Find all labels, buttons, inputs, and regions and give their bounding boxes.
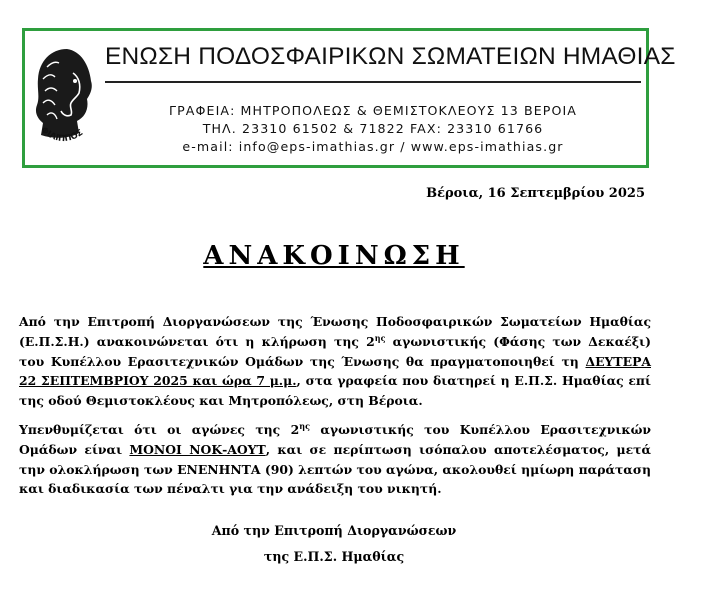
organization-name: ΕΝΩΣΗ ΠΟΔΟΣΦΑΙΡΙΚΩΝ ΣΩΜΑΤΕΙΩΝ ΗΜΑΘΙΑΣ [105,43,676,70]
knockout-only: ΜΟΝΟΙ ΝΟΚ-ΑΟΥΤ [129,441,266,457]
phone-fax: ΤΗΛ. 23310 61502 & 71822 FAX: 23310 61766 [202,121,544,136]
paragraph-draw-info: Από την Επιτροπή Διοργανώσεων της Ένωσης Ποδοσφαιρικών Σωματείων Ημαθίας (Ε.Π.Σ.Η.) ανακοινώνεται ότι η κλήρωση της $2^{\eta\varsigma}$ αγωνιστικής (Φάσης των Δεκαέξι) του Κυπέλλου Ερασιτεχνικών Ομάδων της Ένωσης θα πραγματοποιηθεί τη ΔΕΥΤΕΡΑ 22 ΣΕΠΤΕΜΒΡΙΟΥ 2025 και ώρα 7 μ.μ., στα γραφεία που διατηρεί η Ε.Π.Σ. Ημαθίας επί της οδού Θεμιστοκλέους και Μητροπόλεως, στη Βέροια. [19,314,651,409]
signature-line-1: Από την Επιτροπή Διοργανώσεων [211,523,457,538]
letterhead-divider [105,81,641,83]
logo-caption: ΦΙΛΙΠΠΟΣ [38,125,86,145]
draw-datetime: ΔΕΥΤΕΡΑ 22 ΣΕΠΤΕΜΒΡΙΟΥ 2025 και ώρα 7 μ.μ. [19,353,651,389]
email-website: e-mail: info@eps-imathias.gr / www.eps-imathias.gr [182,139,564,154]
office-address: ΓΡΑΦΕΙΑ: ΜΗΤΡΟΠΟΛΕΩΣ & ΘΕΜΙΣΤΟΚΛΕΟΥΣ 13 ΒΕΡΟΙΑ [168,103,578,118]
philip-head-emblem-icon [29,43,99,155]
page-title: ΑΝΑΚΟΙΝΩΣΗ [203,241,465,271]
paragraph-knockout-rules: Υπενθυμίζεται ότι οι αγώνες της $2^{\eta\varsigma}$ αγωνιστικής του Κυπέλλου Ερασιτεχνικών Ομάδων είναι ΜΟΝΟΙ ΝΟΚ-ΑΟΥΤ, και σε περίπτωση ισόπαλου αποτελέσματος, μετά την ολοκλήρωση των ΕΝΕΝΗΝΤΑ (90) λεπτών του αγώνα, ακολουθεί ημίωρη παράταση και διαδικασία των πέναλτι για την ανάδειξη του νικητή. [19,420,652,497]
document-date: Βέροια, 16 Σεπτεμβρίου 2025 [426,186,645,201]
letterhead [22,28,676,168]
signature-line-2: της Ε.Π.Σ. Ημαθίας [263,549,405,564]
announcement-body [19,312,651,508]
